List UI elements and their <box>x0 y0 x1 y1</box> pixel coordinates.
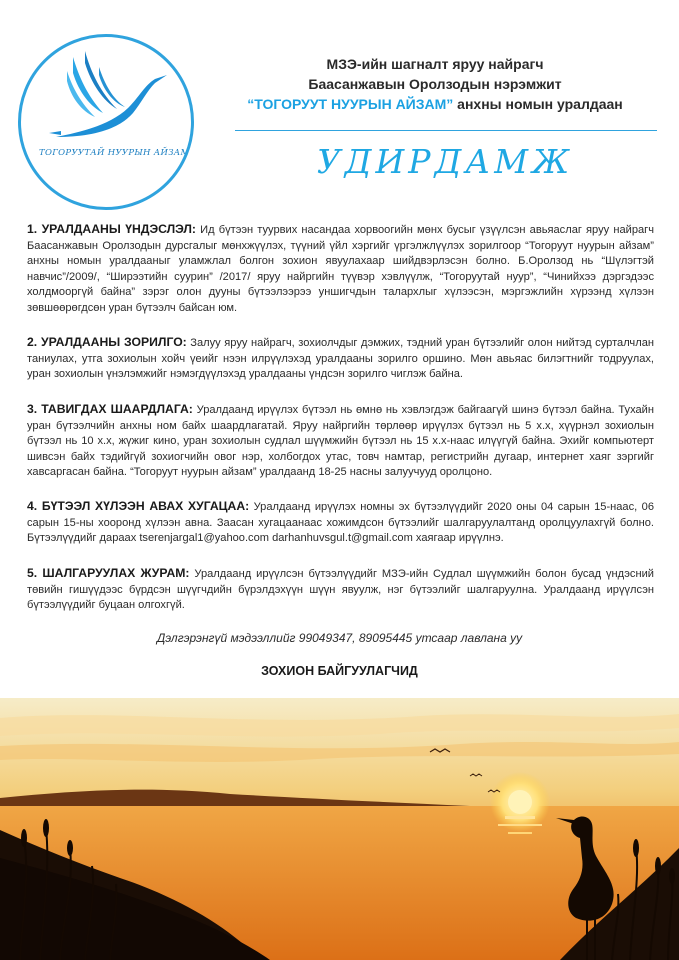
header-line-1: МЗЭ-ийн шагналт яруу найрагч <box>326 56 544 72</box>
contact-info: Дэлгэрэнгүй мэдээллийг 99049347, 89095445 утсаар лавлана уу <box>156 631 523 645</box>
organizer: ЗОХИОН БАЙГУУЛАГЧИД <box>261 664 418 678</box>
section-heading: 2. УРАЛДААНЫ ЗОРИЛГО: <box>27 335 187 349</box>
header-line-3 <box>200 94 670 114</box>
sunset-illustration <box>0 698 679 960</box>
page-title: УДИРДАМЖ <box>316 142 574 181</box>
section-requirements <box>27 402 654 481</box>
section-heading: 5. ШАЛГАРУУЛАХ ЖУРАМ: <box>27 566 190 580</box>
section-selection <box>27 566 654 614</box>
section-deadline <box>27 499 654 547</box>
section-text: Уралдаанд ирүүлэх номны эх бүтээлүүдийг 2020 оны 04 сарын 15-наас, 06 сарын 15-ны хооронд хүлээн авна. Заасан хугацаанаас хожимдсон бүтээлийг шалгаруулалтанд оролцуулахгүй болно. Бүтээлүүдийг дараах tserenjargal1@yahoo.com darhanhuvsgul.t@gmail.com хаягаар ирүүлнэ. <box>27 501 654 545</box>
section-text: Залуу яруу найрагч, зохиолчдыг дэмжих, тэдний уран бүтээлийг олон нийтэд сурталчлан таниулах, утга зохиолын хойч үеийг нээн илрүүлэхэд уралдааны зорилго оршино. Мөн авьяас билэгтнийг тодруулах, уран зохиолын үнэлэмжийг нэмэгдүүлэхэд уралдааны үндсэн зорилго чиглэж байна. <box>27 337 654 381</box>
contest-name: “ТОГОРУУТ НУУРЫН АЙЗАМ” <box>247 96 454 112</box>
section-heading: 1. УРАЛДААНЫ ҮНДЭСЛЭЛ: <box>27 222 196 236</box>
crane-icon <box>21 37 191 207</box>
sunset-lake-image <box>0 698 679 960</box>
section-heading: 3. ТАВИГДАХ ШААРДЛАГА: <box>27 402 193 416</box>
logo-text: ТОГОРУУТАЙ НУУРЫН АЙЗАМ <box>39 148 190 158</box>
section-text: Уралдаанд ирүүлэх бүтээл нь өмнө нь хэвлэгдэж байгаагүй шинэ бүтээл байна. Тухайн уран бүтээлчийн анхны ном байх шаардлагатай. Яруу найргийн төрлөөр ирүүлэх бүтээл нь 5 х.х, хүүрнэл зохиолын бүтээл нь 10 х.х, жүжиг кино, уран зохиолын судлал шүүмжийн бүтээл нь 15 х.х-наас илүүгүй байна. Эхийг компьютерт шивсэн байх тэдийгүй зохиогчийн овог нэр, холбогдох утас, товч намтар, регистрийн дугаар, интернет хаяг зэргийг хавсаргасан байна. “Тогоруут нуурын айзам” уралдаанд 18-25 насны залуучууд оролцоно. <box>27 404 654 479</box>
header <box>200 54 670 114</box>
section-text: Ид бүтээн туурвих насандаа хорвоогийн мөнх бусыг үзүүлсэн авьяаслаг яруу найрагч Баасанжавын Оролзодын дурсгалыг мөнхжүүлэх, түүний үйл хэргийг үргэлжлүүлэх зорилгоор “Тогоруут нуурын айзам” анхны номын уралдааныг уламжлал болгон зохион явуулахаар шийдвэрлэсэн болно. Б.Оролзод нь “Шүлэгтэй навчис”/2009/, “Ширээтийн суурин” /2017/ яруу найргийн түүвэр хэвлүүлж, “Тогоруутай нуур”, “Чинийхээ дэргэдээс холдмооргүй байна” зэрэг олон дууны бүтээлээрээ уншигчдын талархлыг хүлээсэн, мэргэжлийн хүрээнд хүлээн зөвшөөрөгдсөн уран бүтээлч байсан юм. <box>27 224 654 314</box>
header-divider <box>235 130 657 131</box>
header-line-3-rest: анхны номын уралдаан <box>453 96 623 112</box>
logo <box>18 34 194 210</box>
section-text: Уралдаанд ирүүлсэн бүтээлүүдийг МЗЭ-ийн Судлал шүүмжийн болон бусад үндэсний төвийн гишүүдээс бүрдсэн шүүгчдийн бүрэлдэхүүн шүүн явуулж, нэг бүтээлийг шалгаруулна. Уралдаанд ирүүлсэн бүтээлүүдийг буцаан олгохгүй. <box>27 568 655 612</box>
section-purpose <box>27 335 654 383</box>
header-line-2: Баасанжавын Оролзодын нэрэмжит <box>308 76 562 92</box>
section-basis <box>27 222 654 317</box>
section-heading: 4. БҮТЭЭЛ ХҮЛЭЭН АВАХ ХУГАЦАА: <box>27 499 250 513</box>
